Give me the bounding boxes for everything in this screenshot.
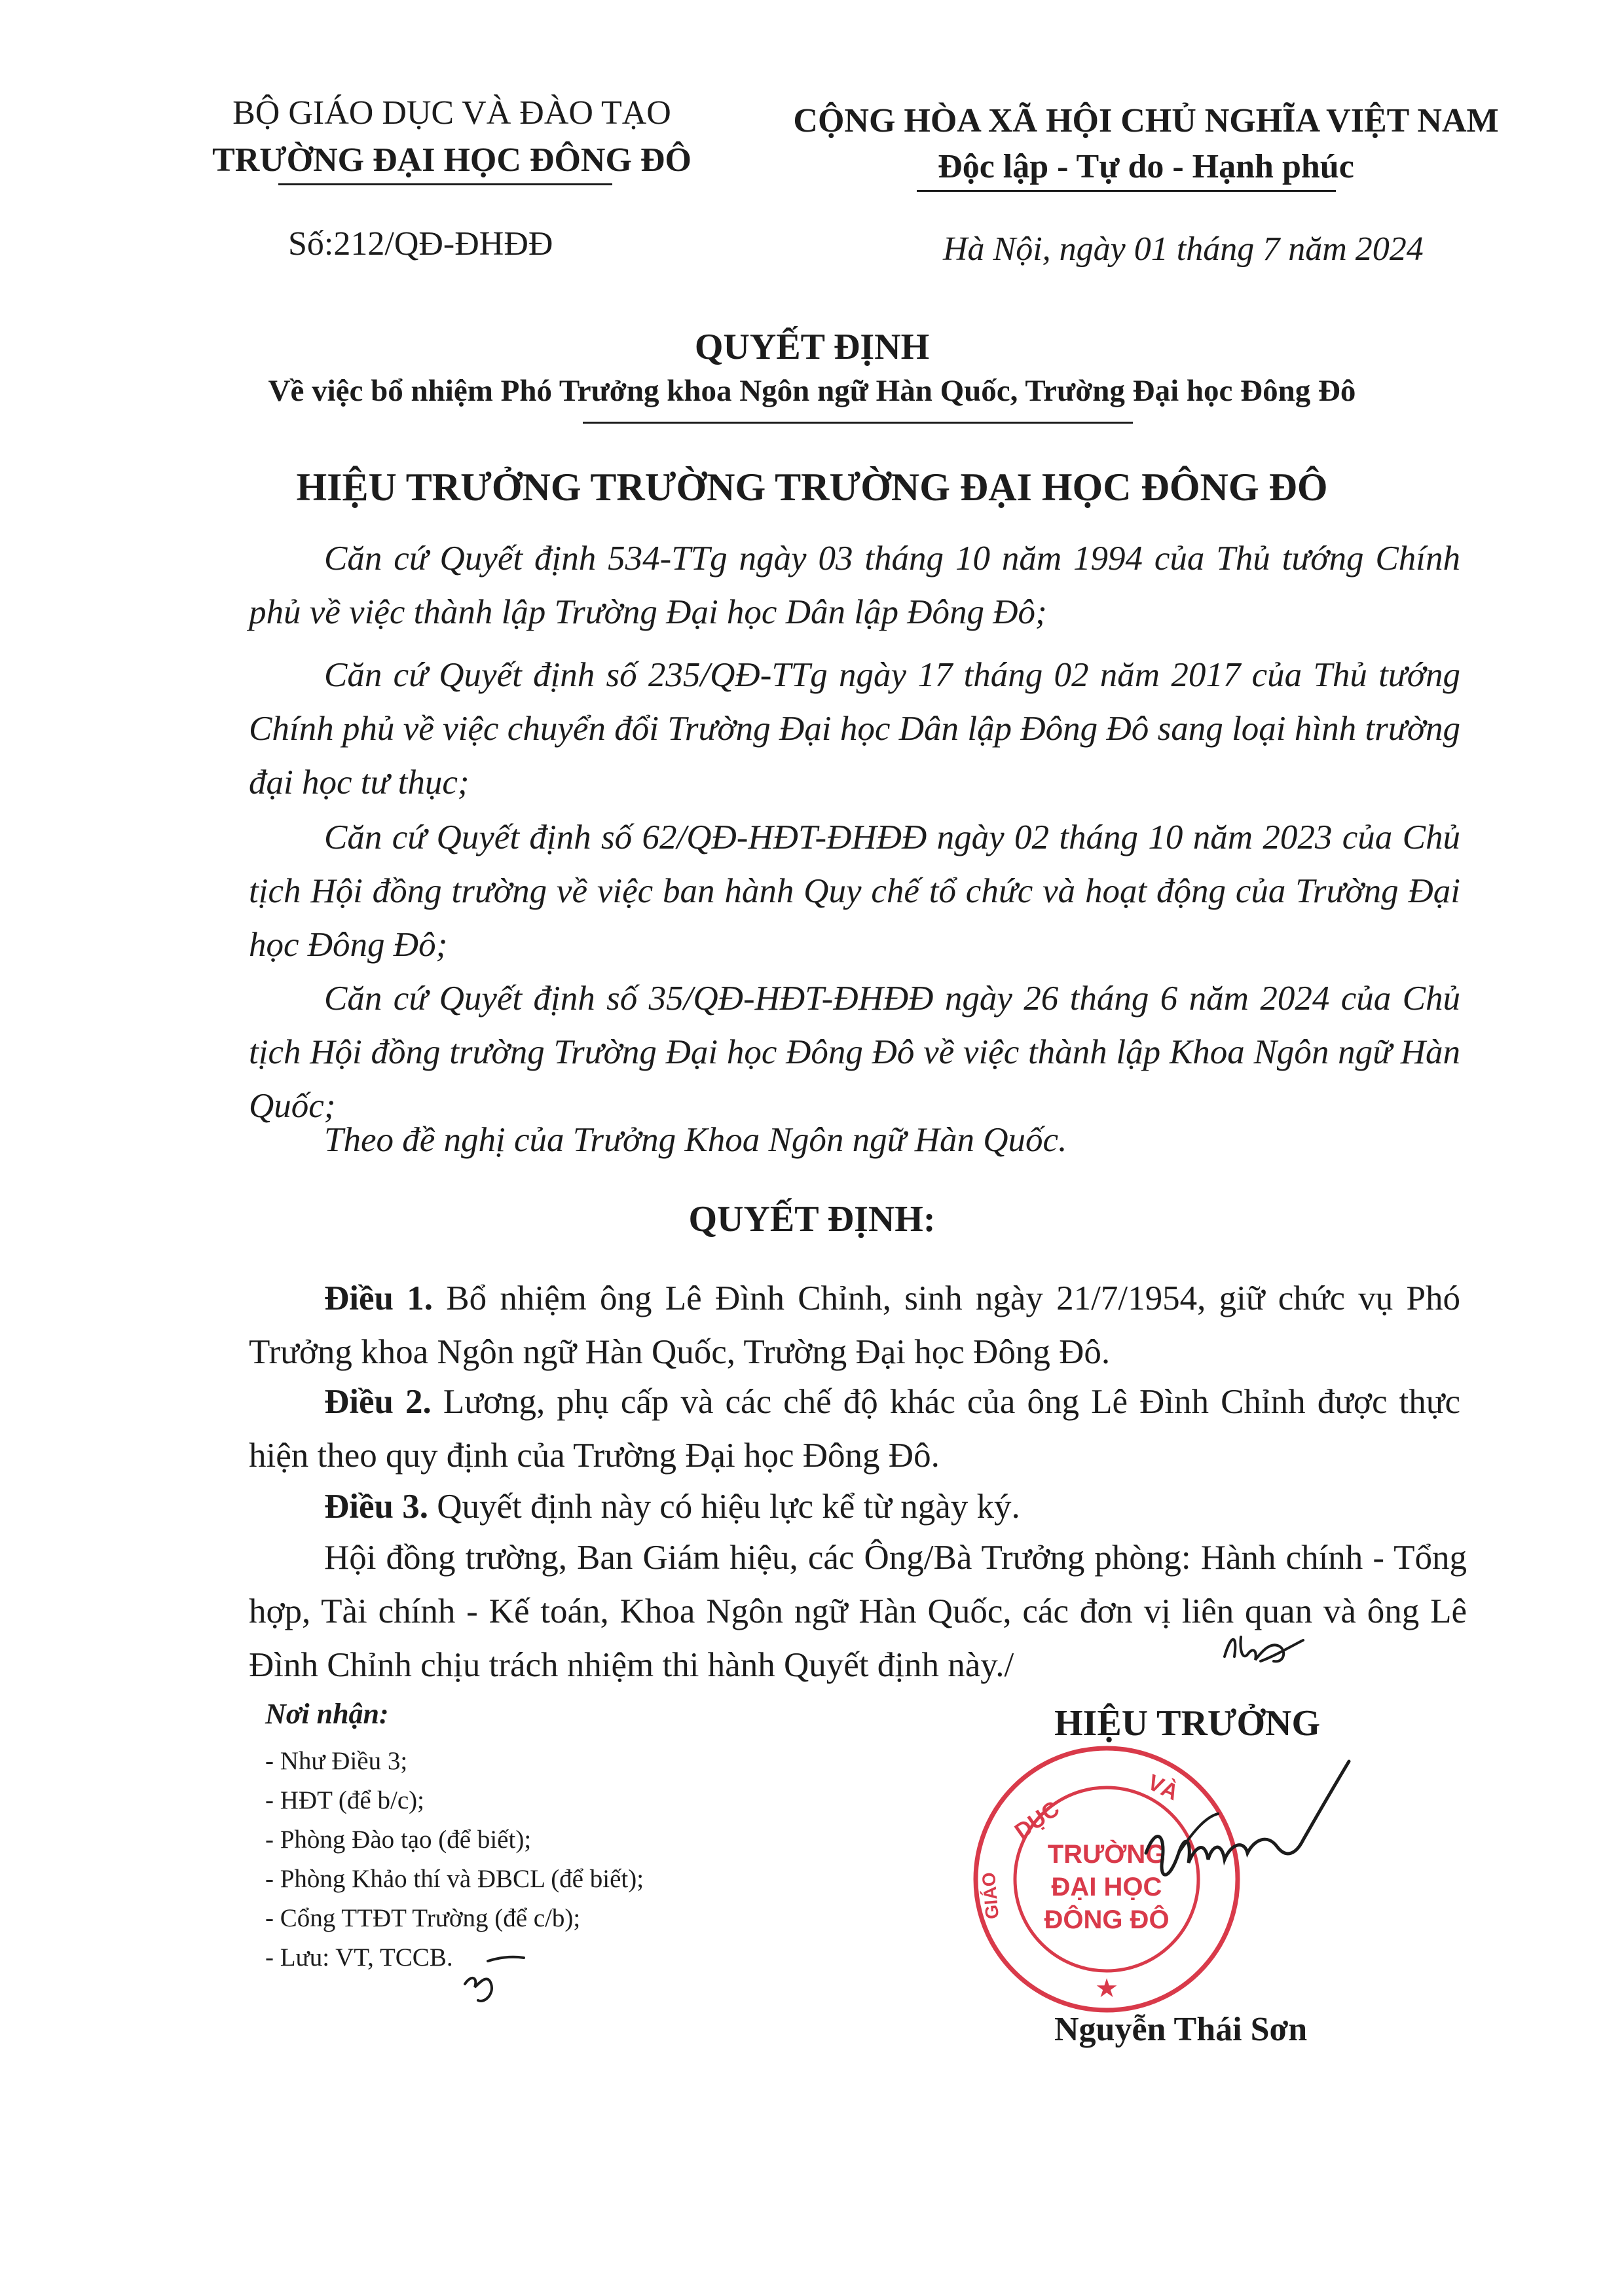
article-3-text: Quyết định này có hiệu lực kể từ ngày ký.: [428, 1488, 1020, 1526]
article-3: [249, 1480, 1460, 1533]
school-name: TRƯỜNG ĐẠI HỌC ĐÔNG ĐÔ: [212, 141, 692, 179]
country-name: CỘNG HÒA XÃ HỘI CHỦ NGHĨA VIỆT NAM: [793, 102, 1499, 139]
signer-name: Nguyễn Thái Sơn: [1054, 2011, 1308, 2048]
place-date: Hà Nội, ngày 01 tháng 7 năm 2024: [943, 230, 1424, 268]
ground-1: Căn cứ Quyết định 534-TTg ngày 03 tháng 10 năm 1994 của Thủ tướng Chính phủ về việc thành lập Trường Đại học Dân lập Đông Đô;: [249, 540, 1460, 631]
issuing-authority: HIỆU TRƯỞNG TRƯỜNG TRƯỜNG ĐẠI HỌC ĐÔNG ĐÔ: [296, 466, 1328, 509]
decision-subject: Về việc bổ nhiệm Phó Trưởng khoa Ngôn ngữ Hàn Quốc, Trường Đại học Đông Đô: [268, 374, 1356, 408]
article-2-text: Lương, phụ cấp và các chế độ khác của ông Lê Đình Chỉnh được thực hiện theo quy định của Trường Đại học Đông Đô.: [249, 1383, 1461, 1475]
article-3-label: Điều 3.: [324, 1488, 428, 1526]
seal-line-3: ĐÔNG ĐÔ: [1044, 1905, 1170, 1934]
article-2: [249, 1375, 1460, 1482]
recipient-5: - Cổng TTĐT Trường (để c/b);: [265, 1904, 581, 1932]
national-motto: Độc lập - Tự do - Hạnh phúc: [938, 148, 1354, 185]
recipient-1: - Như Điều 3;: [265, 1747, 408, 1775]
decision-heading: QUYẾT ĐỊNH:: [688, 1199, 936, 1239]
motto-underline: [917, 190, 1336, 192]
archive-initials-mark: [458, 1948, 530, 2007]
decision-title: QUYẾT ĐỊNH: [694, 327, 930, 367]
recipient-2: - HĐT (để b/c);: [265, 1786, 424, 1814]
ground-5: Theo đề nghị của Trưởng Khoa Ngôn ngữ Hàn Quốc.: [324, 1121, 1067, 1159]
initials-mark: [1221, 1627, 1306, 1673]
svg-text:VÀ: VÀ: [1143, 1769, 1183, 1806]
recipients-title: Nơi nhận:: [265, 1698, 389, 1730]
recipient-3: - Phòng Đào tạo (để biết);: [265, 1826, 532, 1854]
document-number: Số:212/QĐ-ĐHĐĐ: [288, 225, 553, 263]
svg-text:DỤC: DỤC: [1010, 1796, 1064, 1845]
ground-4: Căn cứ Quyết định số 35/QĐ-HĐT-ĐHĐĐ ngày 26 tháng 6 năm 2024 của Chủ tịch Hội đồng trường Trường Đại học Đông Đô về việc thành lập Khoa Ngôn ngữ Hàn Quốc;: [249, 980, 1460, 1125]
signer-title: HIỆU TRƯỞNG: [1054, 1703, 1321, 1744]
ground-3: Căn cứ Quyết định số 62/QĐ-HĐT-ĐHĐĐ ngày 02 tháng 10 năm 2023 của Chủ tịch Hội đồng trường về việc ban hành Quy chế tổ chức và hoạt động của Trường Đại học Đông Đô;: [249, 818, 1460, 964]
svg-text:GIÁO: GIÁO: [978, 1871, 1003, 1920]
closing-paragraph: Hội đồng trường, Ban Giám hiệu, các Ông/Bà Trưởng phòng: Hành chính - Tổng hợp, Tài chính - Kế toán, Khoa Ngôn ngữ Hàn Quốc, các đơn vị liên quan và ông Lê Đình Chỉnh chịu trách nhiệm thi hành Quyết định này./: [249, 1539, 1467, 1684]
subject-underline: [583, 422, 1133, 424]
article-1-label: Điều 1.: [324, 1279, 433, 1317]
ground-2: Căn cứ Quyết định số 235/QĐ-TTg ngày 17 tháng 02 năm 2017 của Thủ tướng Chính phủ về việc chuyển đổi Trường Đại học Dân lập Đông Đô sang loại hình trường đại học tư thục;: [249, 656, 1460, 801]
seal-line-1: TRƯỜNG: [1047, 1840, 1166, 1869]
svg-text:★: ★: [1095, 1974, 1118, 2003]
recipient-6: - Lưu: VT, TCCB.: [265, 1943, 453, 1972]
ministry-name: BỘ GIÁO DỤC VÀ ĐÀO TẠO: [232, 94, 671, 132]
recipient-4: - Phòng Khảo thí và ĐBCL (để biết);: [265, 1865, 644, 1893]
school-underline: [278, 183, 612, 185]
handwritten-signature: [1139, 1755, 1356, 1925]
seal-line-2: ĐẠI HỌC: [1051, 1873, 1162, 1901]
article-1-text: Bổ nhiệm ông Lê Đình Chỉnh, sinh ngày 21/7/1954, giữ chức vụ Phó Trưởng khoa Ngôn ngữ Hàn Quốc, Trường Đại học Đông Đô.: [249, 1279, 1461, 1371]
article-2-label: Điều 2.: [324, 1383, 432, 1421]
article-1: [249, 1272, 1460, 1379]
